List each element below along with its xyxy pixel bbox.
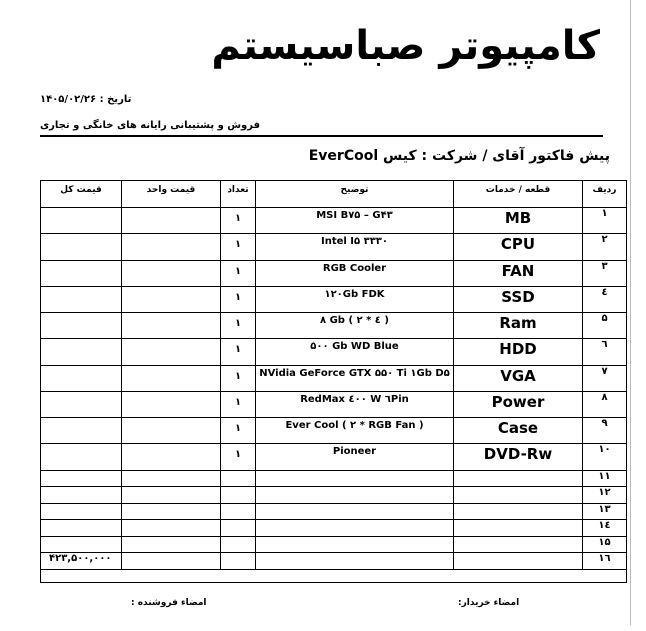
cell-description bbox=[256, 470, 454, 487]
table-row bbox=[41, 444, 627, 470]
cell-part bbox=[454, 503, 583, 520]
cell-quantity: ۱ bbox=[221, 365, 256, 391]
header-divider bbox=[40, 135, 603, 137]
cell-total-price bbox=[41, 260, 122, 286]
cell-row-number: ٦ bbox=[583, 339, 627, 365]
cell-unit-price bbox=[122, 313, 221, 339]
cell-quantity: ۱ bbox=[221, 260, 256, 286]
cell-total-price bbox=[41, 536, 122, 553]
page-edge bbox=[630, 0, 631, 625]
cell-total-price bbox=[41, 503, 122, 520]
cell-part: VGA bbox=[454, 365, 583, 391]
cell-row-number: ۹ bbox=[583, 418, 627, 444]
table-row bbox=[41, 553, 627, 570]
table-row bbox=[41, 365, 627, 391]
cell-quantity: ۱ bbox=[221, 286, 256, 312]
cell-total-price bbox=[41, 444, 122, 470]
cell-unit-price bbox=[122, 260, 221, 286]
cell-description: Pioneer bbox=[256, 444, 454, 470]
cell-unit-price bbox=[122, 470, 221, 487]
cell-quantity: ۱ bbox=[221, 234, 256, 260]
cell-unit-price bbox=[122, 391, 221, 417]
cell-unit-price bbox=[122, 286, 221, 312]
cell-row-number: ۸ bbox=[583, 391, 627, 417]
cell-row-number: ۱۵ bbox=[583, 536, 627, 553]
cell-description: RGB Cooler bbox=[256, 260, 454, 286]
invoice-table bbox=[40, 180, 627, 583]
cell-part bbox=[454, 487, 583, 504]
header-total-price: قیمت کل bbox=[41, 181, 122, 208]
cell-total-price bbox=[41, 418, 122, 444]
cell-total-price bbox=[41, 208, 122, 234]
cell-part: SSD bbox=[454, 286, 583, 312]
cell-total-price bbox=[41, 339, 122, 365]
cell-description: Ever Cool ( ۲ * RGB Fan ) bbox=[256, 418, 454, 444]
invoice-customer-line: پیش فاکتور آقای / شرکت : کیس EverCool bbox=[308, 148, 610, 164]
buyer-signature-label: امضاء خریدار: bbox=[458, 598, 520, 608]
cell-part: FAN bbox=[454, 260, 583, 286]
cell-row-number: ۷ bbox=[583, 365, 627, 391]
cell-part bbox=[454, 553, 583, 570]
cell-quantity bbox=[221, 487, 256, 504]
table-row bbox=[41, 208, 627, 234]
cell-unit-price bbox=[122, 418, 221, 444]
cell-total-price bbox=[41, 313, 122, 339]
invoice-date: تاریخ : ۱۴۰۵/۰۲/۲۶ bbox=[40, 94, 132, 105]
cell-total-price: ۴۲۳,۵۰۰,۰۰۰ bbox=[41, 553, 122, 570]
cell-part: MB bbox=[454, 208, 583, 234]
cell-total-price bbox=[41, 234, 122, 260]
cell-total-price bbox=[41, 286, 122, 312]
table-row bbox=[41, 391, 627, 417]
cell-unit-price bbox=[122, 339, 221, 365]
cell-description bbox=[256, 487, 454, 504]
table-row bbox=[41, 536, 627, 553]
cell-description: Intel I۵ ۳۳۳۰ bbox=[256, 234, 454, 260]
cell-quantity: ۱ bbox=[221, 418, 256, 444]
cell-quantity bbox=[221, 553, 256, 570]
cell-unit-price bbox=[122, 208, 221, 234]
cell-quantity bbox=[221, 536, 256, 553]
cell-row-number: ۳ bbox=[583, 260, 627, 286]
header-row-number: ردیف bbox=[583, 181, 627, 208]
seller-signature-label: امضاء فروشنده : bbox=[131, 598, 207, 608]
cell-part: HDD bbox=[454, 339, 583, 365]
header-quantity: تعداد bbox=[221, 181, 256, 208]
cell-description bbox=[256, 503, 454, 520]
table-row bbox=[41, 418, 627, 444]
cell-part: Case bbox=[454, 418, 583, 444]
table-header-row bbox=[41, 181, 627, 208]
cell-part bbox=[454, 520, 583, 537]
cell-description: RedMax ٤۰۰ W ٦Pin bbox=[256, 391, 454, 417]
cell-quantity: ۱ bbox=[221, 339, 256, 365]
table-row bbox=[41, 313, 627, 339]
cell-row-number: ۲ bbox=[583, 234, 627, 260]
cell-unit-price bbox=[122, 536, 221, 553]
table-row bbox=[41, 234, 627, 260]
table-row bbox=[41, 260, 627, 286]
header-description: توضیح bbox=[256, 181, 454, 208]
cell-row-number: ۱۱ bbox=[583, 470, 627, 487]
cell-quantity: ۱ bbox=[221, 444, 256, 470]
table-row bbox=[41, 487, 627, 504]
footer-cell bbox=[41, 570, 627, 583]
header-part: قطعه / خدمات bbox=[454, 181, 583, 208]
cell-unit-price bbox=[122, 444, 221, 470]
cell-total-price bbox=[41, 487, 122, 504]
cell-part: Power bbox=[454, 391, 583, 417]
cell-description: ۸ Gb ( ۲ * ٤ ) bbox=[256, 313, 454, 339]
cell-row-number: ۱ bbox=[583, 208, 627, 234]
cell-description bbox=[256, 536, 454, 553]
cell-unit-price bbox=[122, 503, 221, 520]
cell-description: ۵۰۰ Gb WD Blue bbox=[256, 339, 454, 365]
cell-unit-price bbox=[122, 487, 221, 504]
cell-part: DVD-Rw bbox=[454, 444, 583, 470]
cell-unit-price bbox=[122, 520, 221, 537]
cell-row-number: ٤ bbox=[583, 286, 627, 312]
cell-description: ۱۲۰Gb FDK bbox=[256, 286, 454, 312]
company-subtitle: فروش و پشتیبانی رایانه های خانگی و تجاری bbox=[40, 120, 261, 131]
cell-quantity: ۱ bbox=[221, 313, 256, 339]
cell-unit-price bbox=[122, 365, 221, 391]
cell-row-number: ۵ bbox=[583, 313, 627, 339]
cell-total-price bbox=[41, 365, 122, 391]
table-row bbox=[41, 470, 627, 487]
cell-row-number: ۱۰ bbox=[583, 444, 627, 470]
cell-row-number: ۱٤ bbox=[583, 520, 627, 537]
table-row bbox=[41, 520, 627, 537]
table-row bbox=[41, 339, 627, 365]
cell-description: MSI B۷۵ – G۴۳ bbox=[256, 208, 454, 234]
company-title: کامپیوتر صباسیستم bbox=[211, 23, 600, 69]
cell-quantity bbox=[221, 503, 256, 520]
cell-quantity bbox=[221, 470, 256, 487]
header-unit-price: قیمت واحد bbox=[122, 181, 221, 208]
cell-quantity: ۱ bbox=[221, 208, 256, 234]
cell-total-price bbox=[41, 520, 122, 537]
cell-description: NVidia GeForce GTX ۵۵۰ Ti ۱Gb D۵ bbox=[256, 365, 454, 391]
cell-part bbox=[454, 536, 583, 553]
cell-total-price bbox=[41, 470, 122, 487]
cell-quantity bbox=[221, 520, 256, 537]
cell-part: Ram bbox=[454, 313, 583, 339]
cell-row-number: ۱٦ bbox=[583, 553, 627, 570]
cell-row-number: ۱۳ bbox=[583, 503, 627, 520]
cell-description bbox=[256, 553, 454, 570]
cell-part: CPU bbox=[454, 234, 583, 260]
cell-part bbox=[454, 470, 583, 487]
table-footer-row bbox=[41, 570, 627, 583]
cell-unit-price bbox=[122, 234, 221, 260]
cell-unit-price bbox=[122, 553, 221, 570]
cell-description bbox=[256, 520, 454, 537]
cell-quantity: ۱ bbox=[221, 391, 256, 417]
cell-total-price bbox=[41, 391, 122, 417]
cell-row-number: ۱۲ bbox=[583, 487, 627, 504]
table-row bbox=[41, 503, 627, 520]
table-row bbox=[41, 286, 627, 312]
